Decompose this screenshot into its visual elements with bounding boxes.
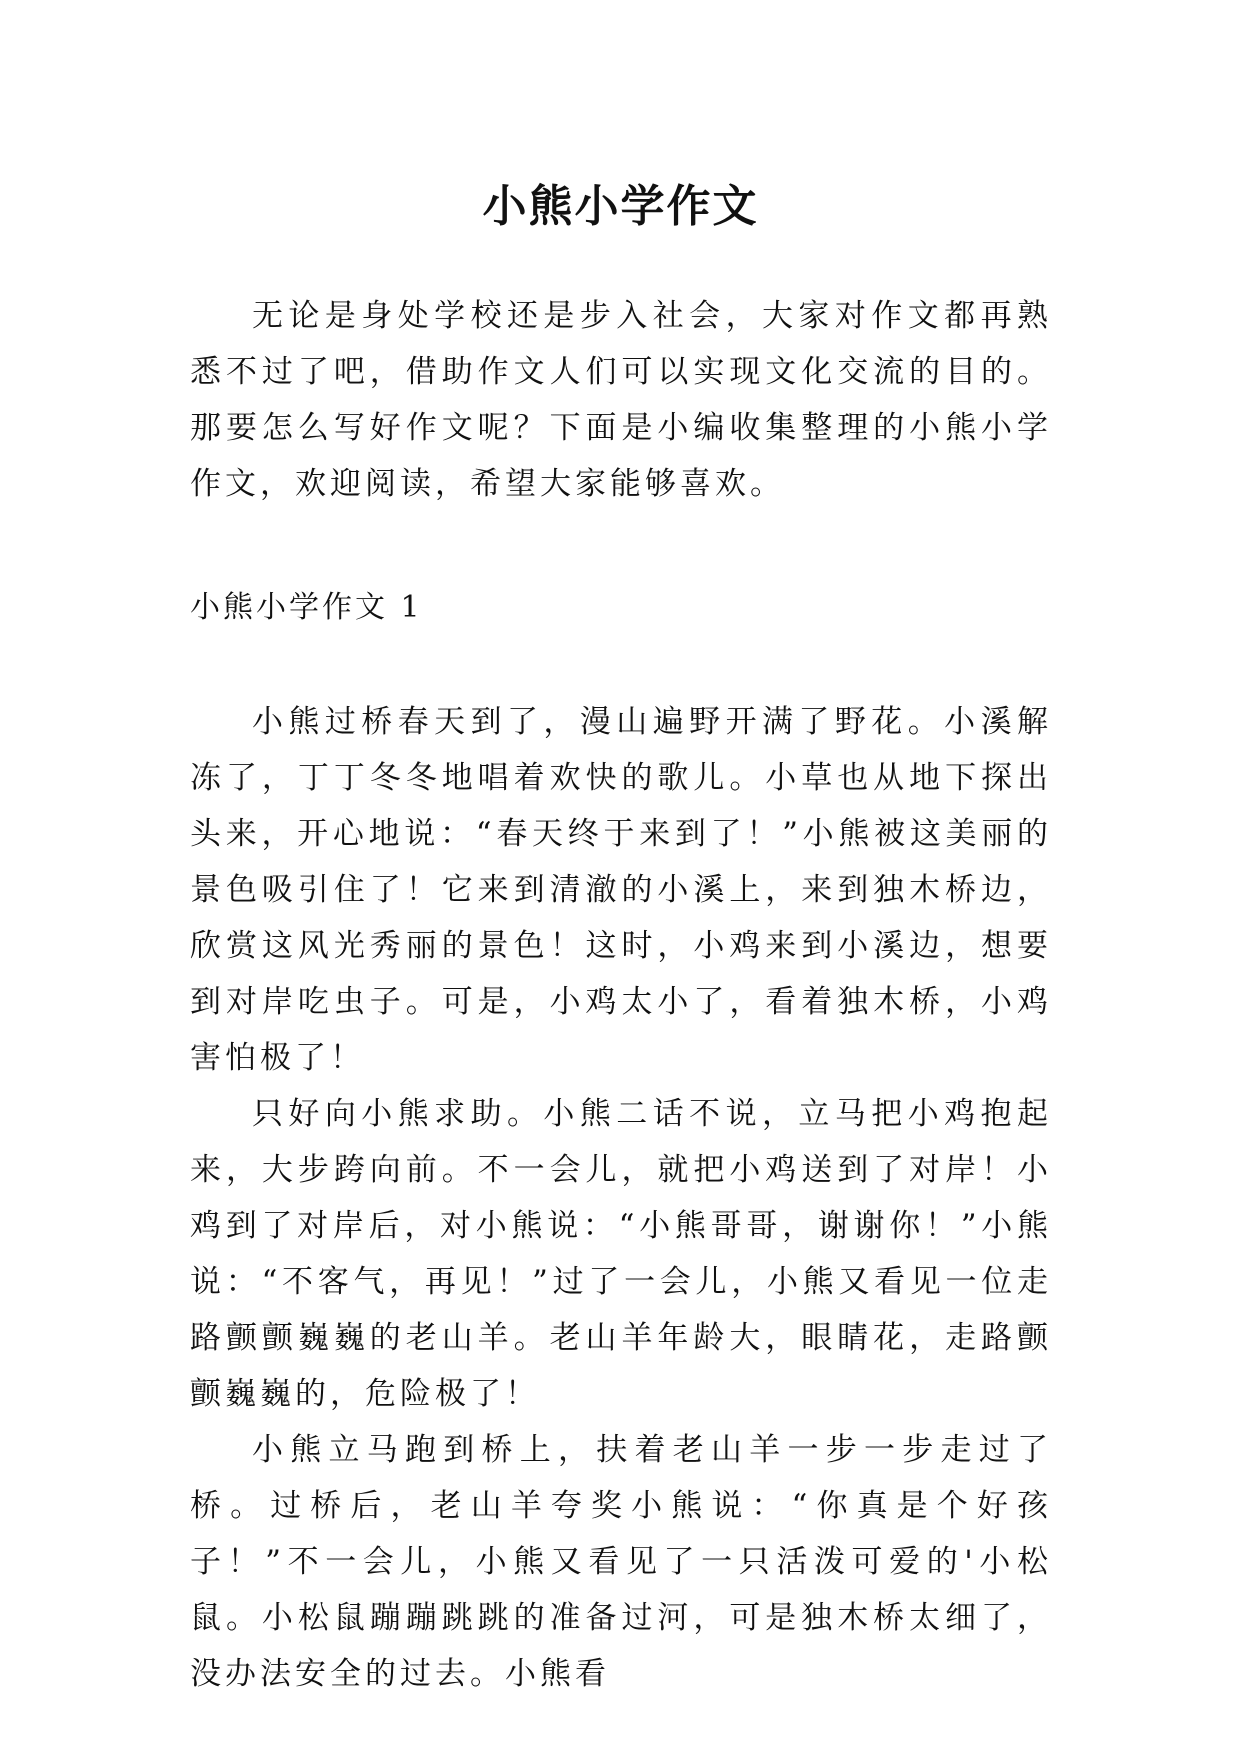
story-paragraph-2: 只好向小熊求助。小熊二话不说，立马把小鸡抱起来，大步跨向前。不一会儿，就把小鸡送到了对岸！小鸡到了对岸后，对小熊说：“小熊哥哥，谢谢你！”小熊说：“不客气，再见！”过了一会儿，小熊又看见一位走路颤颤巍巍的老山羊。老山羊年龄大，眼睛花，走路颤颤巍巍的，危险极了！ bbox=[190, 1096, 1052, 1412]
section-heading: 小熊小学作文 1 bbox=[190, 590, 423, 625]
story-paragraph-3: 小熊立马跑到桥上，扶着老山羊一步一步走过了桥。过桥后，老山羊夸奖小熊说：“你真是个好孩子！”不一会儿，小熊又看见了一只活泼可爱的'小松鼠。小松鼠蹦蹦跳跳的准备过河，可是独木桥太细了，没办法安全的过去。小熊看 bbox=[190, 1432, 1052, 1692]
story-paragraph-1: 小熊过桥春天到了，漫山遍野开满了野花。小溪解冻了，丁丁冬冬地唱着欢快的歌儿。小草也从地下探出头来，开心地说：“春天终于来到了！”小熊被这美丽的景色吸引住了！它来到清澈的小溪上，来到独木桥边，欣赏这风光秀丽的景色！这时，小鸡来到小溪边，想要到对岸吃虫子。可是，小鸡太小了，看着独木桥，小鸡害怕极了！ bbox=[190, 704, 1052, 1076]
document-title: 小熊小学作文 bbox=[482, 181, 759, 233]
intro-block bbox=[190, 288, 1052, 512]
intro-paragraph: 无论是身处学校还是步入社会，大家对作文都再熟悉不过了吧，借助作文人们可以实现文化交流的目的。那要怎么写好作文呢？下面是小编收集整理的小熊小学作文，欢迎阅读，希望大家能够喜欢。 bbox=[190, 298, 1052, 502]
story-block bbox=[190, 694, 1052, 1702]
